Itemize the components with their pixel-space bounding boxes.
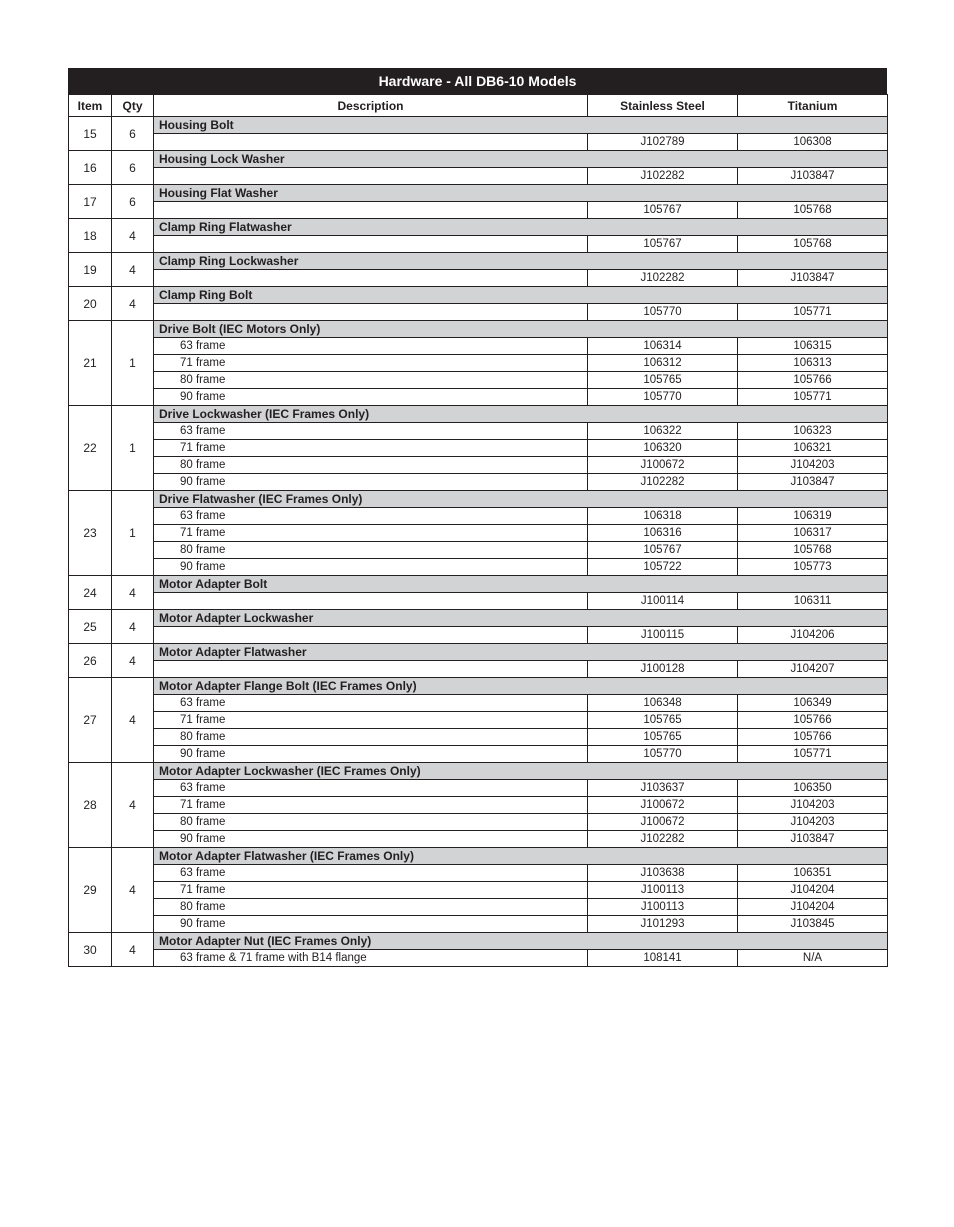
group-header-row — [69, 117, 888, 134]
group-header-row — [69, 253, 888, 270]
part-row — [69, 423, 888, 440]
frame-label — [154, 134, 588, 151]
stainless-part-number: 106312 — [588, 355, 738, 372]
part-group-name: Housing Bolt — [154, 117, 888, 134]
frame-label — [154, 168, 588, 185]
part-row — [69, 440, 888, 457]
part-row — [69, 593, 888, 610]
frame-label: 63 frame — [154, 695, 588, 712]
part-row — [69, 746, 888, 763]
part-group-name: Motor Adapter Nut (IEC Frames Only) — [154, 933, 888, 950]
stainless-part-number: 108141 — [588, 950, 738, 967]
stainless-part-number: 105765 — [588, 372, 738, 389]
item-qty: 4 — [112, 610, 154, 644]
frame-label: 80 frame — [154, 372, 588, 389]
titanium-part-number: 106349 — [738, 695, 888, 712]
part-row — [69, 559, 888, 576]
group-header-row — [69, 219, 888, 236]
item-qty: 6 — [112, 117, 154, 151]
stainless-part-number: J103637 — [588, 780, 738, 797]
frame-label: 90 frame — [154, 474, 588, 491]
header-stainless-steel: Stainless Steel — [588, 95, 738, 117]
part-group-name: Motor Adapter Flange Bolt (IEC Frames Only) — [154, 678, 888, 695]
stainless-part-number: J100672 — [588, 814, 738, 831]
stainless-part-number: 105767 — [588, 542, 738, 559]
titanium-part-number: 106308 — [738, 134, 888, 151]
frame-label: 90 frame — [154, 746, 588, 763]
part-row — [69, 508, 888, 525]
item-qty: 1 — [112, 491, 154, 576]
group-header-row — [69, 406, 888, 423]
titanium-part-number: 105768 — [738, 236, 888, 253]
item-qty: 4 — [112, 763, 154, 848]
item-number: 28 — [69, 763, 112, 848]
item-number: 29 — [69, 848, 112, 933]
group-header-row — [69, 491, 888, 508]
table-body — [69, 117, 888, 967]
frame-label: 71 frame — [154, 797, 588, 814]
stainless-part-number: J100114 — [588, 593, 738, 610]
group-header-row — [69, 933, 888, 950]
part-row — [69, 542, 888, 559]
part-row — [69, 304, 888, 321]
frame-label: 90 frame — [154, 831, 588, 848]
item-number: 17 — [69, 185, 112, 219]
stainless-part-number: J100113 — [588, 882, 738, 899]
item-number: 15 — [69, 117, 112, 151]
part-row — [69, 950, 888, 967]
stainless-part-number: 106314 — [588, 338, 738, 355]
frame-label: 90 frame — [154, 916, 588, 933]
titanium-part-number: J104203 — [738, 797, 888, 814]
stainless-part-number: J102282 — [588, 270, 738, 287]
frame-label — [154, 593, 588, 610]
frame-label: 63 frame & 71 frame with B14 flange — [154, 950, 588, 967]
frame-label: 80 frame — [154, 814, 588, 831]
part-row — [69, 236, 888, 253]
part-row — [69, 916, 888, 933]
header-description: Description — [154, 95, 588, 117]
hardware-table — [68, 94, 888, 967]
part-group-name: Drive Lockwasher (IEC Frames Only) — [154, 406, 888, 423]
item-number: 19 — [69, 253, 112, 287]
stainless-part-number: 105770 — [588, 304, 738, 321]
frame-label: 63 frame — [154, 338, 588, 355]
frame-label: 71 frame — [154, 525, 588, 542]
frame-label — [154, 627, 588, 644]
stainless-part-number: J102282 — [588, 831, 738, 848]
stainless-part-number: 106316 — [588, 525, 738, 542]
titanium-part-number: 105773 — [738, 559, 888, 576]
stainless-part-number: 106320 — [588, 440, 738, 457]
part-row — [69, 627, 888, 644]
group-header-row — [69, 848, 888, 865]
titanium-part-number: 105766 — [738, 729, 888, 746]
titanium-part-number: 106317 — [738, 525, 888, 542]
stainless-part-number: 106318 — [588, 508, 738, 525]
group-header-row — [69, 287, 888, 304]
part-group-name: Housing Flat Washer — [154, 185, 888, 202]
part-row — [69, 270, 888, 287]
part-group-name: Motor Adapter Lockwasher (IEC Frames Only) — [154, 763, 888, 780]
table-title: Hardware - All DB6-10 Models — [68, 68, 887, 94]
frame-label: 90 frame — [154, 559, 588, 576]
titanium-part-number: J103847 — [738, 168, 888, 185]
part-row — [69, 780, 888, 797]
stainless-part-number: J100672 — [588, 457, 738, 474]
stainless-part-number: J103638 — [588, 865, 738, 882]
stainless-part-number: J102282 — [588, 168, 738, 185]
hardware-table-sheet — [68, 68, 887, 967]
frame-label: 63 frame — [154, 423, 588, 440]
group-header-row — [69, 321, 888, 338]
frame-label — [154, 202, 588, 219]
frame-label: 80 frame — [154, 457, 588, 474]
part-group-name: Drive Flatwasher (IEC Frames Only) — [154, 491, 888, 508]
item-number: 20 — [69, 287, 112, 321]
part-group-name: Clamp Ring Lockwasher — [154, 253, 888, 270]
part-row — [69, 865, 888, 882]
part-row — [69, 474, 888, 491]
titanium-part-number: 105768 — [738, 202, 888, 219]
frame-label — [154, 270, 588, 287]
frame-label: 63 frame — [154, 865, 588, 882]
item-qty: 4 — [112, 253, 154, 287]
titanium-part-number: 106315 — [738, 338, 888, 355]
part-row — [69, 661, 888, 678]
titanium-part-number: J103847 — [738, 831, 888, 848]
item-qty: 4 — [112, 219, 154, 253]
part-row — [69, 695, 888, 712]
frame-label: 71 frame — [154, 355, 588, 372]
stainless-part-number: J100128 — [588, 661, 738, 678]
titanium-part-number: 105766 — [738, 712, 888, 729]
titanium-part-number: J104203 — [738, 457, 888, 474]
item-qty: 4 — [112, 644, 154, 678]
stainless-part-number: 105767 — [588, 202, 738, 219]
frame-label: 80 frame — [154, 899, 588, 916]
item-number: 24 — [69, 576, 112, 610]
stainless-part-number: 105722 — [588, 559, 738, 576]
titanium-part-number: N/A — [738, 950, 888, 967]
item-qty: 4 — [112, 678, 154, 763]
header-qty: Qty — [112, 95, 154, 117]
item-number: 30 — [69, 933, 112, 967]
titanium-part-number: 105766 — [738, 372, 888, 389]
part-row — [69, 797, 888, 814]
frame-label — [154, 661, 588, 678]
group-header-row — [69, 151, 888, 168]
item-qty: 4 — [112, 287, 154, 321]
frame-label: 80 frame — [154, 729, 588, 746]
item-qty: 1 — [112, 406, 154, 491]
stainless-part-number: J102789 — [588, 134, 738, 151]
item-number: 25 — [69, 610, 112, 644]
item-number: 23 — [69, 491, 112, 576]
part-row — [69, 729, 888, 746]
part-row — [69, 899, 888, 916]
titanium-part-number: 106323 — [738, 423, 888, 440]
titanium-part-number: 105771 — [738, 746, 888, 763]
part-row — [69, 168, 888, 185]
part-row — [69, 525, 888, 542]
part-group-name: Motor Adapter Lockwasher — [154, 610, 888, 627]
titanium-part-number: J104204 — [738, 882, 888, 899]
part-row — [69, 831, 888, 848]
titanium-part-number: J103847 — [738, 270, 888, 287]
item-qty: 6 — [112, 185, 154, 219]
stainless-part-number: 105765 — [588, 729, 738, 746]
titanium-part-number: 106350 — [738, 780, 888, 797]
part-group-name: Motor Adapter Bolt — [154, 576, 888, 593]
titanium-part-number: 106319 — [738, 508, 888, 525]
group-header-row — [69, 576, 888, 593]
frame-label: 63 frame — [154, 508, 588, 525]
titanium-part-number: J104203 — [738, 814, 888, 831]
titanium-part-number: 105771 — [738, 304, 888, 321]
titanium-part-number: 106321 — [738, 440, 888, 457]
item-qty: 6 — [112, 151, 154, 185]
part-row — [69, 355, 888, 372]
group-header-row — [69, 644, 888, 661]
header-titanium: Titanium — [738, 95, 888, 117]
part-group-name: Motor Adapter Flatwasher — [154, 644, 888, 661]
stainless-part-number: 106348 — [588, 695, 738, 712]
part-row — [69, 457, 888, 474]
stainless-part-number: J101293 — [588, 916, 738, 933]
header-row — [69, 95, 888, 117]
stainless-part-number: 105770 — [588, 389, 738, 406]
frame-label — [154, 304, 588, 321]
stainless-part-number: J100115 — [588, 627, 738, 644]
titanium-part-number: 106313 — [738, 355, 888, 372]
part-group-name: Housing Lock Washer — [154, 151, 888, 168]
stainless-part-number: 105770 — [588, 746, 738, 763]
group-header-row — [69, 678, 888, 695]
frame-label — [154, 236, 588, 253]
titanium-part-number: 106351 — [738, 865, 888, 882]
frame-label: 71 frame — [154, 440, 588, 457]
item-qty: 4 — [112, 848, 154, 933]
stainless-part-number: J102282 — [588, 474, 738, 491]
titanium-part-number: J104206 — [738, 627, 888, 644]
item-qty: 1 — [112, 321, 154, 406]
part-group-name: Clamp Ring Flatwasher — [154, 219, 888, 236]
titanium-part-number: 105768 — [738, 542, 888, 559]
frame-label: 71 frame — [154, 712, 588, 729]
titanium-part-number: J103847 — [738, 474, 888, 491]
item-number: 21 — [69, 321, 112, 406]
stainless-part-number: 105767 — [588, 236, 738, 253]
group-header-row — [69, 763, 888, 780]
item-number: 26 — [69, 644, 112, 678]
stainless-part-number: J100672 — [588, 797, 738, 814]
group-header-row — [69, 610, 888, 627]
stainless-part-number: 105765 — [588, 712, 738, 729]
part-group-name: Motor Adapter Flatwasher (IEC Frames Only) — [154, 848, 888, 865]
titanium-part-number: J103845 — [738, 916, 888, 933]
frame-label: 80 frame — [154, 542, 588, 559]
frame-label: 71 frame — [154, 882, 588, 899]
frame-label: 90 frame — [154, 389, 588, 406]
frame-label: 63 frame — [154, 780, 588, 797]
stainless-part-number: J100113 — [588, 899, 738, 916]
part-row — [69, 814, 888, 831]
titanium-part-number: J104204 — [738, 899, 888, 916]
item-number: 27 — [69, 678, 112, 763]
part-row — [69, 372, 888, 389]
part-row — [69, 134, 888, 151]
stainless-part-number: 106322 — [588, 423, 738, 440]
titanium-part-number: 105771 — [738, 389, 888, 406]
part-row — [69, 882, 888, 899]
item-number: 22 — [69, 406, 112, 491]
titanium-part-number: 106311 — [738, 593, 888, 610]
item-qty: 4 — [112, 933, 154, 967]
part-group-name: Drive Bolt (IEC Motors Only) — [154, 321, 888, 338]
part-row — [69, 712, 888, 729]
part-row — [69, 389, 888, 406]
group-header-row — [69, 185, 888, 202]
item-number: 18 — [69, 219, 112, 253]
part-row — [69, 338, 888, 355]
titanium-part-number: J104207 — [738, 661, 888, 678]
item-number: 16 — [69, 151, 112, 185]
part-row — [69, 202, 888, 219]
item-qty: 4 — [112, 576, 154, 610]
header-item: Item — [69, 95, 112, 117]
part-group-name: Clamp Ring Bolt — [154, 287, 888, 304]
